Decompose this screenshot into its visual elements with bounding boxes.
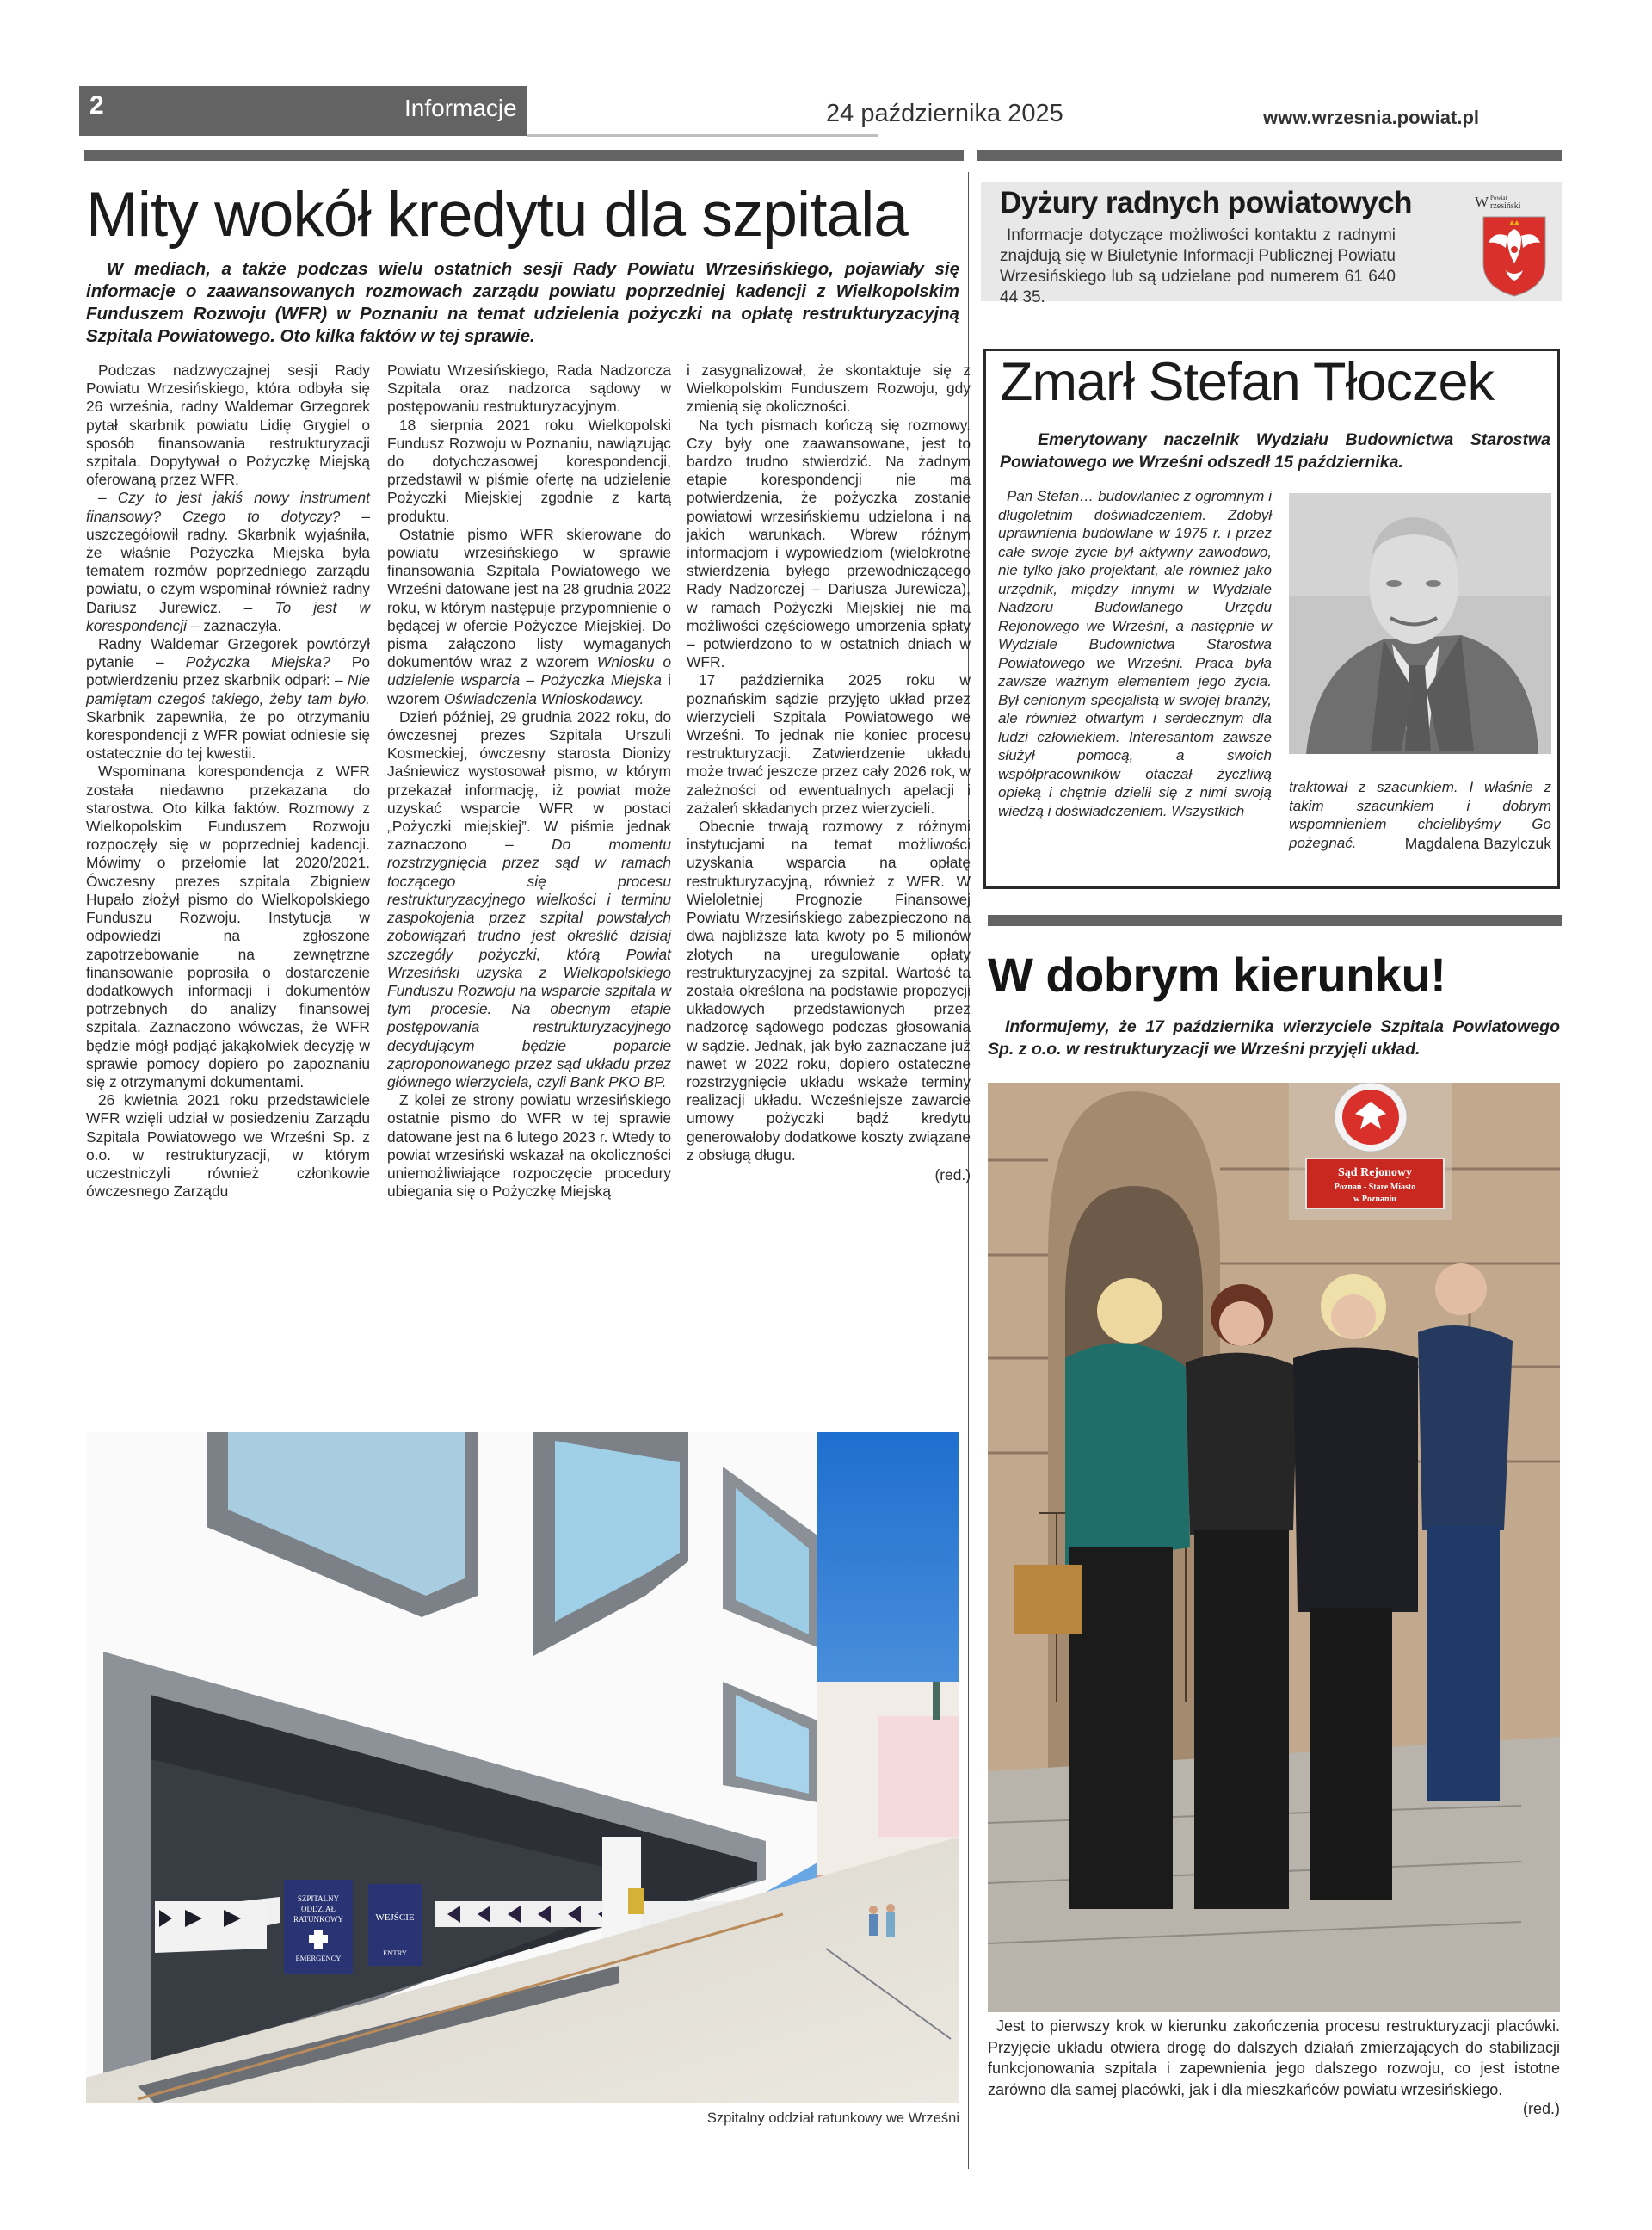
- article-column-2: [387, 361, 671, 1201]
- er-sign-text: RATUNKOWY: [293, 1915, 343, 1924]
- paragraph: [387, 526, 671, 708]
- separator-bar-left: [84, 150, 964, 161]
- entry-sign-text: WEJŚCIE: [375, 1912, 415, 1923]
- obituary-title: Zmarł Stefan Tłoczek: [1000, 352, 1495, 412]
- article-column-3: [687, 361, 971, 1184]
- paragraph: Wspominana korespondencja z WFR została niedawno przekazana do starostwa. Oto kilka faktów. Rozmowy z Wielkopolskim Funduszem Rozwoju rozpoczęły się w poprzedniej kadencji. Mówimy o przełomie lat 2020/2021. Ówczesny prezes szpitala Zbigniew Hupało złożył pismo do Wielkopolskiego Funduszu Rozwoju. Instytucja w odpowiedzi na zgłoszone zapotrzebowanie na zewnętrzne finansowanie poprosiła o dostarczenie dodatkowych informacji i dokumentów potrzebnych do analizy finansowej szpitala. Zaznaczono wówczas, że WFR będzie mógł podjąć jakąkolwiek decyzję w sprawie pomocy dopiero po zapoznaniu się z otrzymanymi dokumentami.: [86, 763, 370, 1090]
- er-sign-text: SZPITALNY: [297, 1894, 340, 1903]
- text-run: Po potwierdzeniu przez skarbnik odparł:: [86, 653, 371, 689]
- court-photo-drawing: [988, 1083, 1560, 2012]
- paragraph: Obecnie trwają rozmowy z różnymi instytucjami na temat możliwości uzyskania wsparcia na opłatę restrukturyzacyjną, również z WFR. W Wieloletniej Prognozie Finansowej Powiatu Wrzesińskiego zabezpieczono na dwa najbliższe lata kwoty po 5 milionów złotych na uregulowanie opłaty restrukturyzacyjnej za szpital. Wartość ta została określona na podstawie propozycji układowych przedstawionych przez nadzorcę sądowego podczas głosowania w sądzie. Jednak, jak było zaznaczane już nawet w 2022 roku, dopiero ostateczne rozstrzygnięcie układu wskaże terminy realizacji układu. Wcześniejsze zawarcie umowy pożyczki bądź kredytu generowałoby dodatkowe koszty związane z obsługą długu.: [687, 818, 971, 1164]
- county-crest-logo: [1471, 188, 1557, 298]
- paragraph: Z kolei ze strony powiatu wrzesińskiego ostatnie pismo do WFR w tej sprawie datowane jest na 6 lutego 2023 r. Wtedy to powiat wrzesiński wskazał na okoliczności uniemożliwiające rozpoczęcie procedury ubiegania się o Pożyczkę Miejską: [387, 1091, 671, 1201]
- hospital-photo-drawing: [86, 1432, 959, 2103]
- text-run: Dzień później, 29 grudnia 2022 roku, do ówczesnej prezes Szpitala Urszuli Kosmeckiej, ówczesny starosta Dionizy Jaśniewicz wystosował pismo, w którym przekazał informację, iż powiat może uzyskać wsparcie WFR w postaci „Pożyczki miejskiej”. W piśmie jednak zaznaczono –: [387, 707, 671, 854]
- direction-article-text: [988, 2016, 1560, 2100]
- quote: – Czy to jest jakiś nowy instrument finansowy? Czego to dotyczy?: [86, 489, 370, 525]
- court-group-photo: [988, 1083, 1560, 2012]
- crest-logo-text: W: [1475, 194, 1489, 210]
- er-sign-text: ODDZIAŁ: [301, 1905, 336, 1913]
- obituary-text: [998, 487, 1272, 820]
- obituary-author: Magdalena Bazylczuk: [1404, 835, 1551, 852]
- document-name: Wniosku o udzielenie wsparcia – Pożyczka Miejska: [387, 653, 672, 689]
- paragraph: Jest to pierwszy krok w kierunku zakończenia procesu restrukturyzacji placówki. Przyjęcie układu otwiera drogę do dalszych działań zmierzających do stabilizacji funkcjonowania szpitala i zapewnienia jego dalszego rozwoju, co jest istotne zarówno dla samej placówki, jak i dla mieszkańców powiatu wrzesińskiego.: [988, 2017, 1560, 2098]
- direction-article-lead: Informujemy, że 17 października wierzyciele Szpitala Powiatowego Sp. z o.o. w restrukturyzacji we Wrześni przyjęli układ.: [988, 1017, 1560, 1059]
- text-run: – zaznaczyła.: [186, 616, 282, 634]
- paragraph: 18 sierpnia 2021 roku Wielkopolski Fundusz Rozwoju w Poznaniu, nawiązując do dotychczasowej korespondencji, przedstawił w piśmie ofertę na udzielenie Pożyczki Miejskiej zgodnie z kartą produktu.: [387, 416, 671, 525]
- paragraph: [387, 708, 671, 1091]
- obituary-text-end: traktował z szacunkiem. I właśnie z takim szacunkiem i dobrym wspomnieniem chcielibyśmy Go pożegnać.: [1289, 779, 1551, 851]
- text-run: – uszczegółowił radny. Skarbnik wyjaśniła, że właśnie Pożyczka Miejska była tematem rozmów poprzedniego zarządu powiatu, o czym wspominał również radny Dariusz Jurewicz.: [86, 507, 370, 616]
- paragraph: Pan Stefan… budowlaniec z ogromnym i długoletnim doświadczeniem. Zdobył uprawnienia budowlane w 1975 r. i przez całe swoje życie był aktywny zawodowo, nie tylko jako projektant, ale również jako urzędnik, między innymi w Wydziale Nadzoru Budowlanego Urzędu Rejonowego we Wrześni, a następnie w Wydziale Budownictwa Starostwa Powiatowego we Wrześni. Praca była zawsze ważnym elementem jego życia. Był cenionym specjalistą w swojej branży, ale również otwartym i serdecznym dla ludzi człowiekiem. Interesantom zawsze służył pomocą, a swoich współpracowników otaczał życzliwą opieką i chętnie dzielił się z nimi swoją wiedzą i doświadczeniem. Wszystkich: [998, 488, 1272, 819]
- county-crest-icon: [1471, 188, 1557, 298]
- hospital-photo-caption: Szpitalny oddział ratunkowy we Wrześni: [706, 2110, 959, 2126]
- text-run: Skarbnik zapewniła, że po otrzymaniu korespondencji z WFR powiat odniesie się ostatecznie do tej kwestii.: [86, 707, 370, 763]
- obituary-portrait-photo: [1289, 493, 1551, 754]
- quote: – To jest w korespondencji: [86, 598, 370, 634]
- direction-article-signature: (red.): [1522, 2100, 1560, 2117]
- main-article-title: Mity wokół kredytu dla szpitala: [86, 180, 908, 250]
- main-article-lead: W mediach, a także podczas wielu ostatnich sesji Rady Powiatu Wrzesińskiego, pojawiały się informacje o zaawansowanych rozmowach zarządu powiatu poprzedniej kadencji z Wielkopolskim Funduszem Rozwoju (WFR) w Poznaniu na temat udzielenia pożyczki na opłatę restrukturyzacyjną Szpitala Powiatowego. Oto kilka faktów w tej sprawie.: [86, 259, 959, 346]
- website-link[interactable]: www.wrzesnia.powiat.pl: [1263, 107, 1480, 128]
- svg-text:Powiat: Powiat: [1490, 195, 1507, 201]
- paragraph: [86, 489, 370, 635]
- court-sign-text: w Poznaniu: [1353, 1195, 1396, 1204]
- article-column-1: [86, 361, 370, 1201]
- section-name: Informacje: [404, 95, 517, 121]
- text-run: Ostatnie pismo WFR skierowane do powiatu wrzesińskiego w sprawie finansowania Szpitala Powiatowego we Wrześni datowane jest na 28 grudnia 2022 roku, w którym następuje przypomnienie o będącej w ofercie Pożyczce Miejskiej. Do pisma załączono listy wymaganych dokumentów wraz z wzorem: [387, 525, 671, 671]
- paragraph: 17 października 2025 roku w poznańskim sądzie przyjęto układ przez wierzycieli Szpitala Powiatowego we Wrześni. To jednak nie koniec procesu restrukturyzacji. Zatwierdzenie układu może trwać jeszcze przez cały 2026 rok, w zależności od ewentualnych apelacji i zażaleń składanych przez wierzycieli.: [687, 671, 971, 817]
- paragraph: [86, 635, 370, 763]
- separator-bar-right: [977, 150, 1562, 161]
- obituary-lead: Emerytowany naczelnik Wydziału Budownictwa Starostwa Powiatowego we Wrześni odszedł 15 października.: [1000, 430, 1550, 472]
- court-sign-text: Sąd Rejonowy: [1338, 1166, 1412, 1179]
- quote: Pożyczka Miejska?: [185, 653, 330, 671]
- duty-box-title: Dyżury radnych powiatowych: [1000, 186, 1413, 219]
- header-rule: [527, 134, 878, 137]
- svg-text:rzesiński: rzesiński: [1490, 201, 1521, 211]
- text-run: Radny Waldemar Grzegorek powtórzył pytanie –: [86, 635, 370, 671]
- direction-article-title: W dobrym kierunku!: [988, 948, 1446, 1002]
- hospital-photo: [86, 1432, 959, 2103]
- paragraph: i zasygnalizował, że skontaktuje się z Wielkopolskim Funduszem Rozwoju, gdy zmienią się okoliczności.: [687, 361, 971, 416]
- paragraph: Podczas nadzwyczajnej sesji Rady Powiatu Wrzesińskiego, która odbyła się 26 września, radny Waldemar Grzegorek pytał skarbnik powiatu Lidię Grygiel o sposób finansowania restrukturyzacji szpitala. Dopytywał o Pożyczkę Miejską oferowaną przez WFR.: [86, 361, 370, 489]
- er-sign-text: EMERGENCY: [295, 1954, 342, 1962]
- paragraph: 26 kwietnia 2021 roku przedstawiciele WFR wzięli udział w posiedzeniu Zarządu Szpitala Powiatowego we Wrześni Sp. z o.o. w restrukturyzacji, w którym uczestniczyli również członkowie ówczesnego Zarządu: [86, 1091, 370, 1201]
- entry-sign-text: ENTRY: [383, 1949, 407, 1957]
- portrait-drawing: [1289, 493, 1551, 754]
- document-name: Oświadczenia Wnioskodawcy.: [443, 689, 644, 707]
- issue-date: 24 października 2025: [826, 100, 1063, 127]
- paragraph: Na tych pismach kończą się rozmowy. Czy były one zaawansowane, jest to bardzo trudno stwierdzić. Na żadnym etapie korespondencji nie ma potwierdzenia, że pożyczka zostanie powiatowi wrzesińskiemu udzielona i na jakich warunkach. Wbrew różnym informacjom i wypowiedziom (wielokrotne stwierdzenia byłego przewodniczącego Rady Nadzorczej – Dariusza Jurewicza), w ramach Pożyczki Miejskiej nie ma możliwości częściowego umorzenia spłaty – potwierdzono to w ostatnich dniach w WFR.: [687, 416, 971, 671]
- text-run: i wzorem: [387, 671, 671, 707]
- paragraph: Powiatu Wrzesińskiego, Rada Nadzorcza Szpitala oraz nadzorca sądowy w postępowaniu restrukturyzacyjnym.: [387, 361, 671, 416]
- court-sign-text: Poznań - Stare Miasto: [1334, 1183, 1416, 1192]
- quote: – Nie pamiętam czegoś takiego, żeby tam było.: [86, 671, 370, 707]
- article-signature: (red.): [934, 1165, 971, 1183]
- page-number: 2: [89, 91, 104, 120]
- separator-bar-right-2: [988, 915, 1562, 926]
- quote: Do momentu rozstrzygnięcia przez sąd w ramach toczącego się procesu restrukturyzacyjnego wielkości i terminu zaspokojenia przez szpital powstałych zobowiązań trudno jest określić dzisiaj szczegóły pożyczki, którą Powiat Wrzesiński uzyska z Wielkopolskiego Funduszu Rozwoju na wsparcie szpitala w tym procesie. Na obecnym etapie postępowania restrukturyzacyjnego decydującym będzie poparcie zaproponowanego przez sąd układu przez głównego wierzyciela, czyli Bank PKO BP.: [387, 836, 671, 1090]
- duty-box-text: Informacje dotyczące możliwości kontaktu z radnymi znajdują się w Biuletynie Informacji Publicznej Powiatu Wrzesińskiego lub są udzielane pod numerem 61 640 44 35.: [1000, 226, 1396, 306]
